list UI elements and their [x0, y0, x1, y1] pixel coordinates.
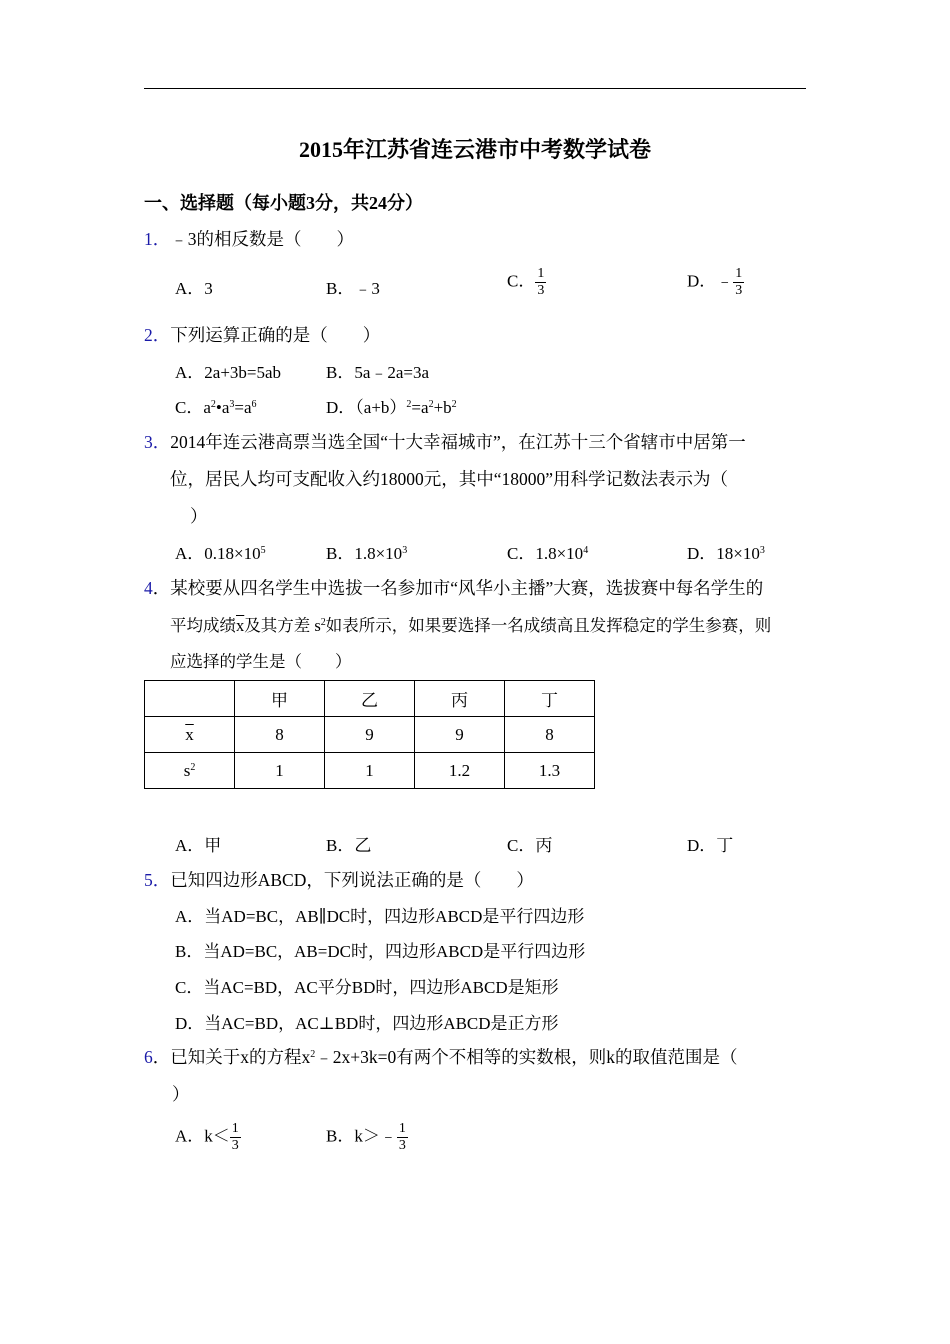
- fraction: [535, 266, 546, 299]
- table-cell: 丁: [505, 681, 595, 717]
- question-number: 6: [144, 1047, 153, 1067]
- denominator: 3: [231, 1138, 239, 1153]
- option-c: [507, 539, 588, 564]
- table-cell: 1: [325, 753, 415, 789]
- table-cell: 乙: [325, 681, 415, 717]
- text: B．1.8×10: [326, 544, 403, 563]
- option-b: B．5a﹣2a=3a: [326, 363, 430, 382]
- denominator: 3: [735, 283, 743, 298]
- numerator: 1: [537, 266, 545, 281]
- text: C．a: [175, 398, 211, 417]
- text: A．0.18×10: [175, 544, 261, 563]
- option-a: [175, 1121, 241, 1154]
- question-text: ．已知关于x的方程x: [152, 1047, 311, 1067]
- option-a: A．2a+3b=5ab: [175, 363, 282, 382]
- question-text: 2014年连云港高票当选全国“十大幸福城市”，在江苏十三个省辖市中居第一: [170, 432, 746, 452]
- question-1: [144, 226, 354, 251]
- option-prefix: D．﹣: [687, 271, 734, 291]
- question-text-line: ）: [172, 1084, 190, 1104]
- question-4: [144, 575, 763, 600]
- option-d: [687, 266, 744, 299]
- option-d: D．丁: [687, 836, 734, 855]
- option-prefix: B．k＞﹣: [326, 1126, 397, 1146]
- exponent: 2: [451, 399, 457, 410]
- option-prefix: A．k＜: [175, 1126, 230, 1146]
- exponent: 3: [759, 545, 765, 556]
- text: =a: [234, 398, 252, 417]
- text: =a: [411, 398, 429, 417]
- text: •a: [215, 398, 230, 417]
- exponent: 6: [251, 399, 257, 410]
- exponent: 2: [190, 761, 196, 773]
- text: D．18×10: [687, 544, 760, 563]
- table-row: [145, 717, 595, 753]
- exponent: 2: [428, 399, 434, 410]
- table-cell: 1: [235, 753, 325, 789]
- exponent: 5: [260, 545, 266, 556]
- exponent: 2: [320, 617, 326, 628]
- exponent: 3: [229, 399, 235, 410]
- option-d: D．当AC=BD，AC⊥BD时，四边形ABCD是正方形: [175, 1014, 559, 1033]
- numerator: 1: [735, 266, 743, 281]
- table-cell: [145, 717, 235, 753]
- exponent: 2: [406, 399, 412, 410]
- question-text-line: 位，居民人均可支配收入约18000元，其中“18000”用科学记数法表示为（: [170, 469, 729, 489]
- section-heading: 一、选择题（每小题3分，共24分）: [144, 193, 423, 213]
- question-text-line: [170, 612, 771, 636]
- question-number: 4: [144, 578, 153, 598]
- option-a: A．甲: [175, 836, 222, 855]
- table-cell: 甲: [235, 681, 325, 717]
- page-title: 2015年江苏省连云港市中考数学试卷: [298, 137, 651, 162]
- option-d: [687, 539, 765, 564]
- table-row: [145, 753, 595, 789]
- option-c: C．丙: [507, 836, 553, 855]
- mean-symbol: $\overline{x}$: [236, 616, 245, 635]
- option-b: B．乙: [326, 836, 372, 855]
- text: 如表所示，如果要选择一名成绩高且发挥稳定的学生参赛，则: [325, 616, 772, 635]
- option-b: [326, 539, 407, 564]
- question-text: ﹣3的相反数是（ ）: [170, 229, 354, 249]
- exponent: 4: [583, 545, 589, 556]
- table-cell: 丙: [415, 681, 505, 717]
- option-b: B．﹣3: [326, 279, 380, 298]
- question-text: 下列运算正确的是（ ）: [170, 325, 381, 345]
- text: C．1.8×10: [507, 544, 584, 563]
- exponent: 3: [402, 545, 408, 556]
- question-6: [144, 1044, 738, 1069]
- question-text: ﹣2x+3k=0有两个不相等的实数根，则k的取值范围是（: [315, 1047, 738, 1067]
- question-text: ．某校要从四名学生中选拔一名参加市“风华小主播”大赛，选拔赛中每名学生的: [152, 578, 764, 598]
- option-a: A．当AD=BC，AB∥DC时，四边形ABCD是平行四边形: [175, 907, 585, 926]
- table-cell: 9: [325, 717, 415, 753]
- question-number: 1．: [144, 229, 171, 249]
- numerator: 1: [398, 1121, 406, 1136]
- question-3: [144, 429, 746, 454]
- option-c: C．当AC=BD，AC平分BD时，四边形ABCD是矩形: [175, 978, 559, 997]
- question-2: [144, 322, 380, 347]
- table-header-row: [145, 681, 595, 717]
- header-rule: [144, 88, 806, 89]
- text: 平均成绩: [170, 616, 236, 635]
- denominator: 3: [537, 283, 545, 298]
- table-cell: [145, 753, 235, 789]
- option-b: [326, 1121, 408, 1154]
- denominator: 3: [398, 1138, 406, 1153]
- text: 及其方差 s: [244, 616, 321, 635]
- table-cell: 1.3: [505, 753, 595, 789]
- fraction: [230, 1121, 241, 1154]
- question-number: 2．: [144, 325, 171, 345]
- exponent: 2: [310, 1049, 316, 1060]
- option-c: [175, 393, 257, 418]
- question-number: 3．: [144, 432, 171, 452]
- table-cell: 8: [235, 717, 325, 753]
- question-text: 已知四边形ABCD，下列说法正确的是（ ）: [170, 870, 534, 890]
- option-b: B．当AD=BC，AB=DC时，四边形ABCD是平行四边形: [175, 942, 586, 961]
- option-a: [175, 539, 266, 564]
- fraction: [733, 266, 744, 299]
- mean-symbol: $\overline{x}$: [185, 724, 194, 744]
- question-text-line: 应选择的学生是（ ）: [170, 652, 352, 671]
- question-5: [144, 867, 534, 892]
- exponent: 2: [210, 399, 216, 410]
- option-prefix: C．: [507, 271, 536, 291]
- scores-table: [144, 680, 595, 789]
- variance-symbol: s: [183, 760, 191, 780]
- numerator: 1: [231, 1121, 239, 1136]
- question-text-line: ）: [190, 506, 208, 526]
- table-cell: [145, 681, 235, 717]
- option-a: A．3: [175, 279, 213, 298]
- text: +b: [433, 398, 452, 417]
- table-cell: 8: [505, 717, 595, 753]
- text: D．（a+b）: [326, 398, 407, 417]
- table-cell: 1.2: [415, 753, 505, 789]
- question-number: 5．: [144, 870, 171, 890]
- option-d: [326, 393, 457, 418]
- table-cell: 9: [415, 717, 505, 753]
- option-c: [507, 266, 546, 299]
- fraction: [397, 1121, 408, 1154]
